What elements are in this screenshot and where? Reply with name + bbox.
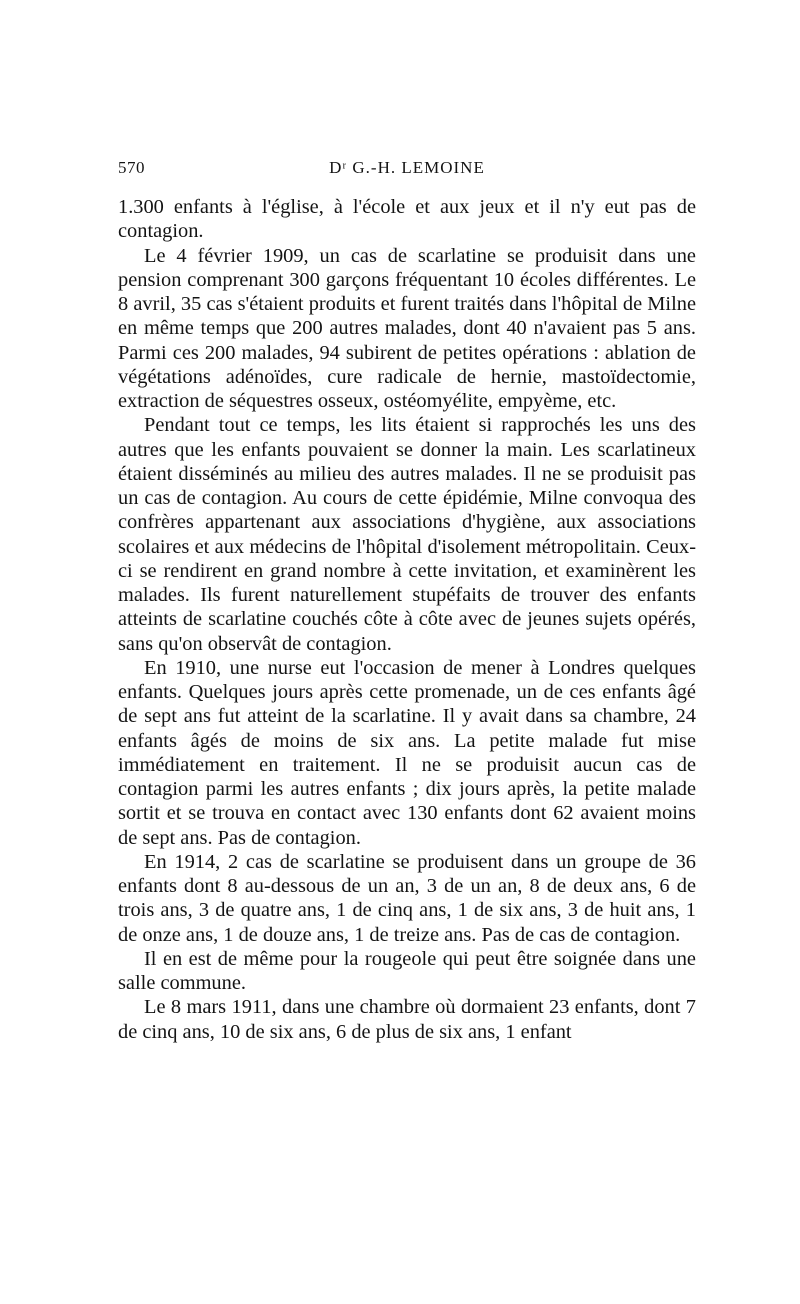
paragraph: Le 8 mars 1911, dans une chambre où dormaient 23 enfants, dont 7 de cinq ans, 10 de six ans, 6 de plus de six ans, 1 enfant [118,996,696,1043]
page-header [118,158,696,184]
paragraph: En 1914, 2 cas de scarlatine se produisent dans un groupe de 36 enfants dont 8 au-dessous de un an, 3 de un an, 8 de deux ans, 6 de trois ans, 3 de quatre ans, 1 de cinq ans, 1 de six ans, 3 de huit ans, 1 de onze ans, 1 de douze ans, 1 de treize ans. Pas de cas de contagion. [118,850,696,946]
paragraph: Pendant tout ce temps, les lits étaient si rapprochés les uns des autres que les enfants pouvaient se donner la main. Les scarlatineux étaient disséminés au milieu des autres malades. Il ne se produisit pas un cas de contagion. Au cours de cette épidémie, Milne convoqua des confrères appartenant aux associations d'hygiène, aux associations scolaires et aux médecins de l'hôpital d'isolement métropolitain. Ceux-ci se rendirent en grand nombre à cette invitation, et examinèrent les malades. Ils furent naturellement stupéfaits de trouver des enfants atteints de scarlatine couchés côte à côte avec de jeunes sujets opérés, sans qu'on observât de contagion. [118,414,696,655]
paragraph-continuation: 1.300 enfants à l'église, à l'école et aux jeux et il n'y eut pas de contagion. [118,196,696,243]
paragraph: Il en est de même pour la rougeole qui peut être soignée dans une salle commune. [118,947,696,994]
paragraph: Le 4 février 1909, un cas de scarlatine se produisit dans une pension comprenant 300 garçons fréquentant 10 écoles différentes. Le 8 avril, 35 cas s'étaient produits et furent traités dans l'hôpital de Milne en même temps que 200 autres malades, dont 40 n'avaient pas 5 ans. Parmi ces 200 malades, 94 subirent de petites opérations : ablation de végétations adénoïdes, cure radicale de hernie, mastoïdectomie, extraction de séquestres osseux, ostéomyélite, empyème, etc. [118,244,696,412]
running-title: Dʳ G.-H. LEMOINE [329,158,485,177]
paragraph: En 1910, une nurse eut l'occasion de mener à Londres quelques enfants. Quelques jours après cette promenade, un de ces enfants âgé de sept ans fut atteint de la scarlatine. Il y avait dans sa chambre, 24 enfants âgés de moins de six ans. La petite malade fut mise immédiatement en traitement. Il ne se produisit aucun cas de contagion parmi les autres enfants ; dix jours après, la petite malade sortit et se trouva en contact avec 130 enfants dont 62 avaient moins de sept ans. Pas de contagion. [118,656,696,849]
body-text [118,195,696,1044]
page-number: 570 [118,158,145,177]
